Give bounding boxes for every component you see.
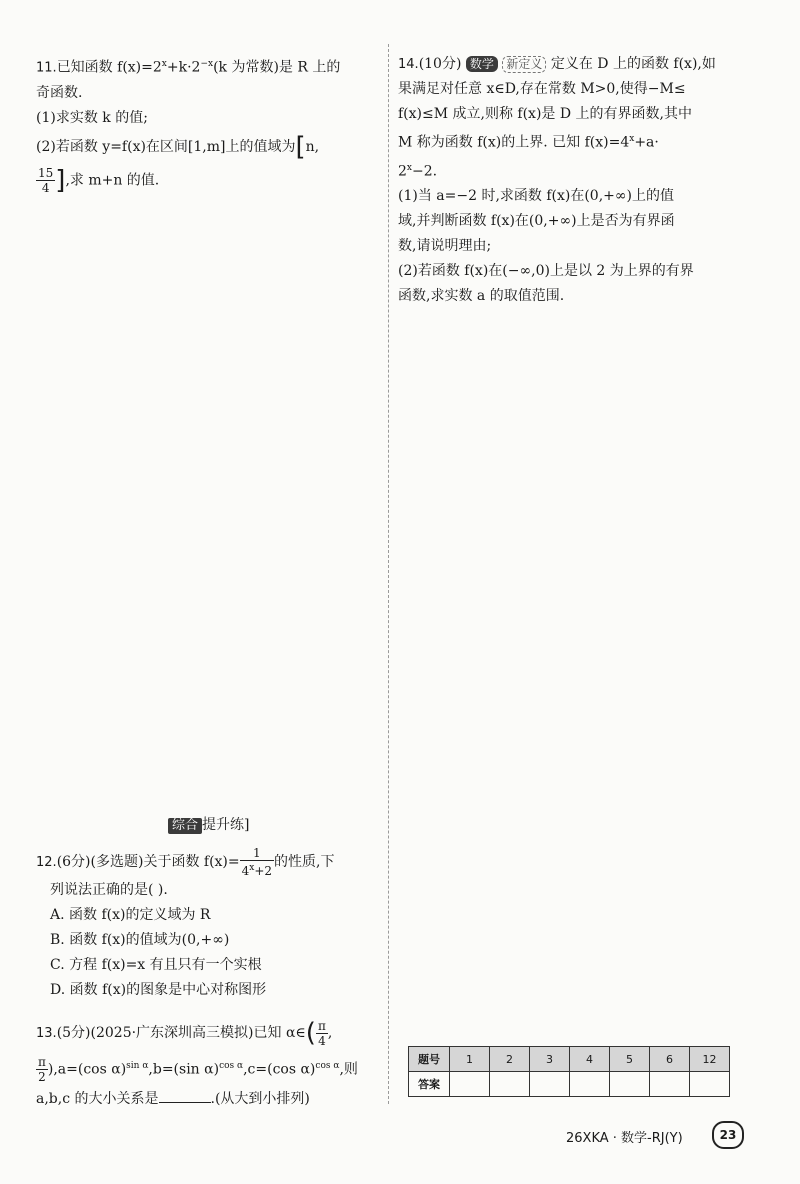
q14-line3: f(x)≤M 成立,则称 f(x)是 D 上的有界函数,其中 <box>398 106 692 122</box>
q11-fraction <box>36 166 55 195</box>
q14-type-tag: 新定义 <box>502 56 546 73</box>
q11-text: n, <box>305 138 320 155</box>
q12-option-a: A. 函数 f(x)的定义域为 R <box>50 907 211 923</box>
q11-text: (2)若函数 y=f(x)在区间[1,m]上的值域为 <box>36 138 296 155</box>
q13-fraction-1 <box>316 1019 328 1048</box>
answer-table-qnum: 1 <box>450 1047 490 1072</box>
q14-part2-a: (2)若函数 f(x)在(−∞,0)上是以 2 为上界的有界 <box>398 263 694 280</box>
q12-fraction <box>240 846 274 878</box>
answer-table-qnum: 12 <box>690 1047 730 1072</box>
answer-cell[interactable] <box>610 1072 650 1097</box>
frac-denominator: 4 <box>318 1033 326 1048</box>
q14-text: +a· <box>634 134 659 151</box>
answer-table-qnum: 4 <box>570 1047 610 1072</box>
answer-table-qnum: 3 <box>530 1047 570 1072</box>
answer-cell[interactable] <box>690 1072 730 1097</box>
column-divider <box>388 44 389 1104</box>
q14-part1-a: (1)当 a=−2 时,求函数 f(x)在(0,+∞)上的值 <box>398 188 675 205</box>
q12-line1 <box>36 846 382 878</box>
q11-text: ,求 m+n 的值. <box>65 172 160 189</box>
section-title <box>168 814 249 834</box>
q13-sup: cos α <box>219 1061 244 1071</box>
q11-line1 <box>36 52 382 81</box>
answer-cell[interactable] <box>450 1072 490 1097</box>
q13-sup: sin α <box>126 1061 149 1071</box>
q12-number: 12. <box>36 855 57 870</box>
question-11 <box>36 52 382 195</box>
answer-table-head-row <box>409 1047 730 1072</box>
section-tag: 综合 <box>168 818 202 834</box>
question-14 <box>398 52 750 309</box>
q13-answer-blank[interactable] <box>159 1090 211 1103</box>
q12-den-base: 4 <box>241 864 250 878</box>
frac-numerator: 1 <box>240 846 274 861</box>
q12-den-tail: +2 <box>254 864 273 878</box>
frac-numerator: π <box>38 1055 46 1070</box>
q14-text: 2 <box>398 163 407 180</box>
q12-line2: 列说法正确的是( ). <box>50 882 168 898</box>
q13-text: ,c=(cos α) <box>243 1061 316 1078</box>
q13-text: a,b,c 的大小关系是 <box>36 1090 159 1107</box>
q14-text: M 称为函数 f(x)的上界. 已知 f(x)=4 <box>398 134 630 151</box>
page-number: 23 <box>712 1121 744 1149</box>
answer-table-head-label: 题号 <box>409 1047 450 1072</box>
q11-text: +k·2 <box>166 59 201 76</box>
q12-option-d: D. 函数 f(x)的图象是中心对称图形 <box>50 982 267 998</box>
answer-table <box>408 1046 730 1097</box>
q14-line2: 果满足对任意 x∈D,存在常数 M>0,使得−M≤ <box>398 81 686 97</box>
q13-number: 13. <box>36 1026 57 1041</box>
q11-part2 <box>36 131 382 162</box>
footer-code: 26XKA · 数学-RJ(Y) <box>566 1131 683 1146</box>
q11-part1: (1)求实数 k 的值; <box>36 109 148 126</box>
q14-line5 <box>398 156 750 185</box>
q13-fraction-2 <box>36 1055 48 1084</box>
q14-part1-c: 数,请说明理由; <box>398 238 492 255</box>
q13-paren: ( <box>305 1018 316 1048</box>
q13-text: .(从大到小排列) <box>210 1090 310 1107</box>
answer-table-body-label: 答案 <box>409 1072 450 1097</box>
q14-subject-tag: 数学 <box>466 56 498 72</box>
q13-text: , <box>327 1025 333 1041</box>
answer-cell[interactable] <box>530 1072 570 1097</box>
frac-denominator: 4 <box>41 180 50 195</box>
q14-number: 14. <box>398 57 419 72</box>
q12-text: 的性质,下 <box>274 854 335 870</box>
q11-text: (k 为常数)是 R 上的 <box>213 59 341 76</box>
q13-line2 <box>36 1049 382 1087</box>
answer-table-qnum: 2 <box>490 1047 530 1072</box>
answer-table-qnum: 6 <box>650 1047 690 1072</box>
question-12 <box>36 846 382 1003</box>
frac-numerator: 15 <box>38 165 54 180</box>
q13-text: ,则 <box>339 1061 358 1078</box>
q11-line2: 奇函数. <box>36 84 83 101</box>
q13-text: (5分)(2025·广东深圳高三模拟)已知 α∈ <box>56 1025 306 1041</box>
answer-table-qnum: 5 <box>610 1047 650 1072</box>
q11-bracket: ] <box>55 165 66 196</box>
frac-denominator <box>240 861 274 878</box>
q14-text: 定义在 D 上的函数 f(x),如 <box>550 56 716 72</box>
q13-text: ),a=(cos α) <box>47 1061 127 1078</box>
answer-cell[interactable] <box>650 1072 690 1097</box>
q14-line1 <box>398 52 750 77</box>
q12-den-sup: x <box>249 863 255 873</box>
q11-part2-cont <box>36 166 382 195</box>
q12-option-c: C. 方程 f(x)=x 有且只有一个实根 <box>50 957 262 973</box>
question-13 <box>36 1018 382 1112</box>
q11-sup: −x <box>200 59 214 69</box>
frac-numerator: π <box>317 1018 326 1033</box>
q11-number: 11. <box>36 60 57 76</box>
q13-line1 <box>36 1018 382 1049</box>
answer-cell[interactable] <box>490 1072 530 1097</box>
q14-part2-b: 函数,求实数 a 的取值范围. <box>398 288 565 305</box>
q12-option-b: B. 函数 f(x)的值域为(0,+∞) <box>50 932 230 948</box>
q14-score: (10分) <box>418 56 462 72</box>
q11-sup: x <box>161 59 167 69</box>
q13-line3 <box>36 1087 382 1112</box>
q14-sup: x <box>629 134 635 144</box>
q13-sup: cos α <box>315 1061 340 1071</box>
q14-line4 <box>398 127 750 156</box>
q14-part1-b: 域,并判断函数 f(x)在(0,+∞)上是否为有界函 <box>398 213 675 230</box>
answer-cell[interactable] <box>570 1072 610 1097</box>
q14-text: −2. <box>412 163 438 180</box>
frac-denominator: 2 <box>38 1070 46 1085</box>
q11-bracket: [ <box>295 131 306 162</box>
q14-sup: x <box>406 162 412 173</box>
q13-text: ,b=(sin α) <box>148 1061 220 1078</box>
q12-text: (6分)(多选题)关于函数 f(x)= <box>56 854 240 870</box>
answer-table-body-row <box>409 1072 730 1097</box>
section-label: 提升练] <box>202 817 250 833</box>
q11-text: 已知函数 f(x)=2 <box>56 59 162 76</box>
